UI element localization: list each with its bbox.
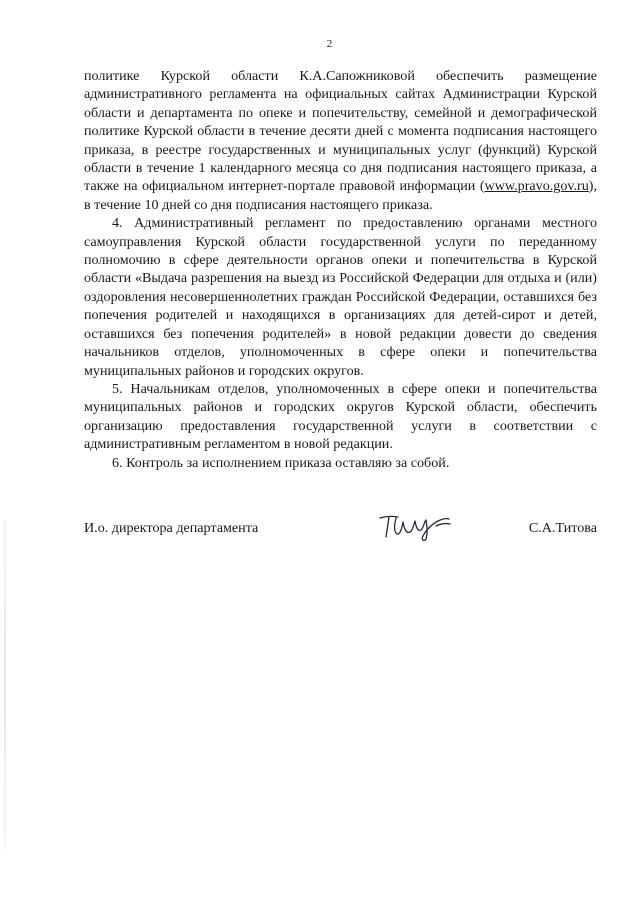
- paragraph-3-continuation: [84, 67, 597, 214]
- document-body: [84, 67, 597, 472]
- paragraph-6: 6. Контроль за исполнением приказа оставляю за собой.: [112, 454, 450, 471]
- signatory-title: И.о. директора департамента: [84, 520, 259, 536]
- scan-edge-shadow: [4, 520, 6, 850]
- handwritten-signature: [374, 510, 466, 544]
- signature-block: [84, 510, 597, 542]
- page-number: 2: [326, 38, 333, 50]
- paragraph-3-text-end: ), в течение 10 дней со дня подписания настоящего приказа.: [84, 178, 597, 213]
- paragraph-5: 5. Начальникам отделов, уполномоченных в сфере опеки и попечительства муниципальных районов и городских округов Курской области, обеспечить организацию предоставления государственной услуги в соответствии с административным регламентом в новой редакции.: [84, 380, 597, 453]
- paragraph-4: 4. Административный регламент по предоставлению органами местного самоуправления Курской области государственной услуги по переданному полномочию в сфере деятельности органов опеки и попечительства в Курской области «Выдача разрешения на выезд из Российской Федерации для отдыха и (или) оздоровления несовершеннолетних граждан Российской Федерации, оставшихся без попечения родителей и находящихся в организациях для детей-сирот и детей, оставшихся без попечения родителей» в новой редакции довести до сведения начальников отделов, уполномоченных в сфере опеки и попечительства муниципальных районов и городских округов.: [84, 215, 597, 379]
- signatory-name: С.А.Титова: [528, 520, 597, 536]
- pravo-gov-link[interactable]: www.pravo.gov.ru: [484, 178, 589, 195]
- paragraph-3-text: политике Курской области К.А.Сапожниковой обеспечить размещение административного регламента на официальных сайтах Администрации Курской области и департамента по опеке и попечительству, семейной и демографической политике Курской области в течение десяти дней с момента подписания настоящего приказа, в реестре государственных и муниципальных услуг (функций) Курской области в течение 1 календарного месяца со дня подписания настоящего приказа, а также на официальном интернет-портале правовой информации (: [84, 68, 597, 195]
